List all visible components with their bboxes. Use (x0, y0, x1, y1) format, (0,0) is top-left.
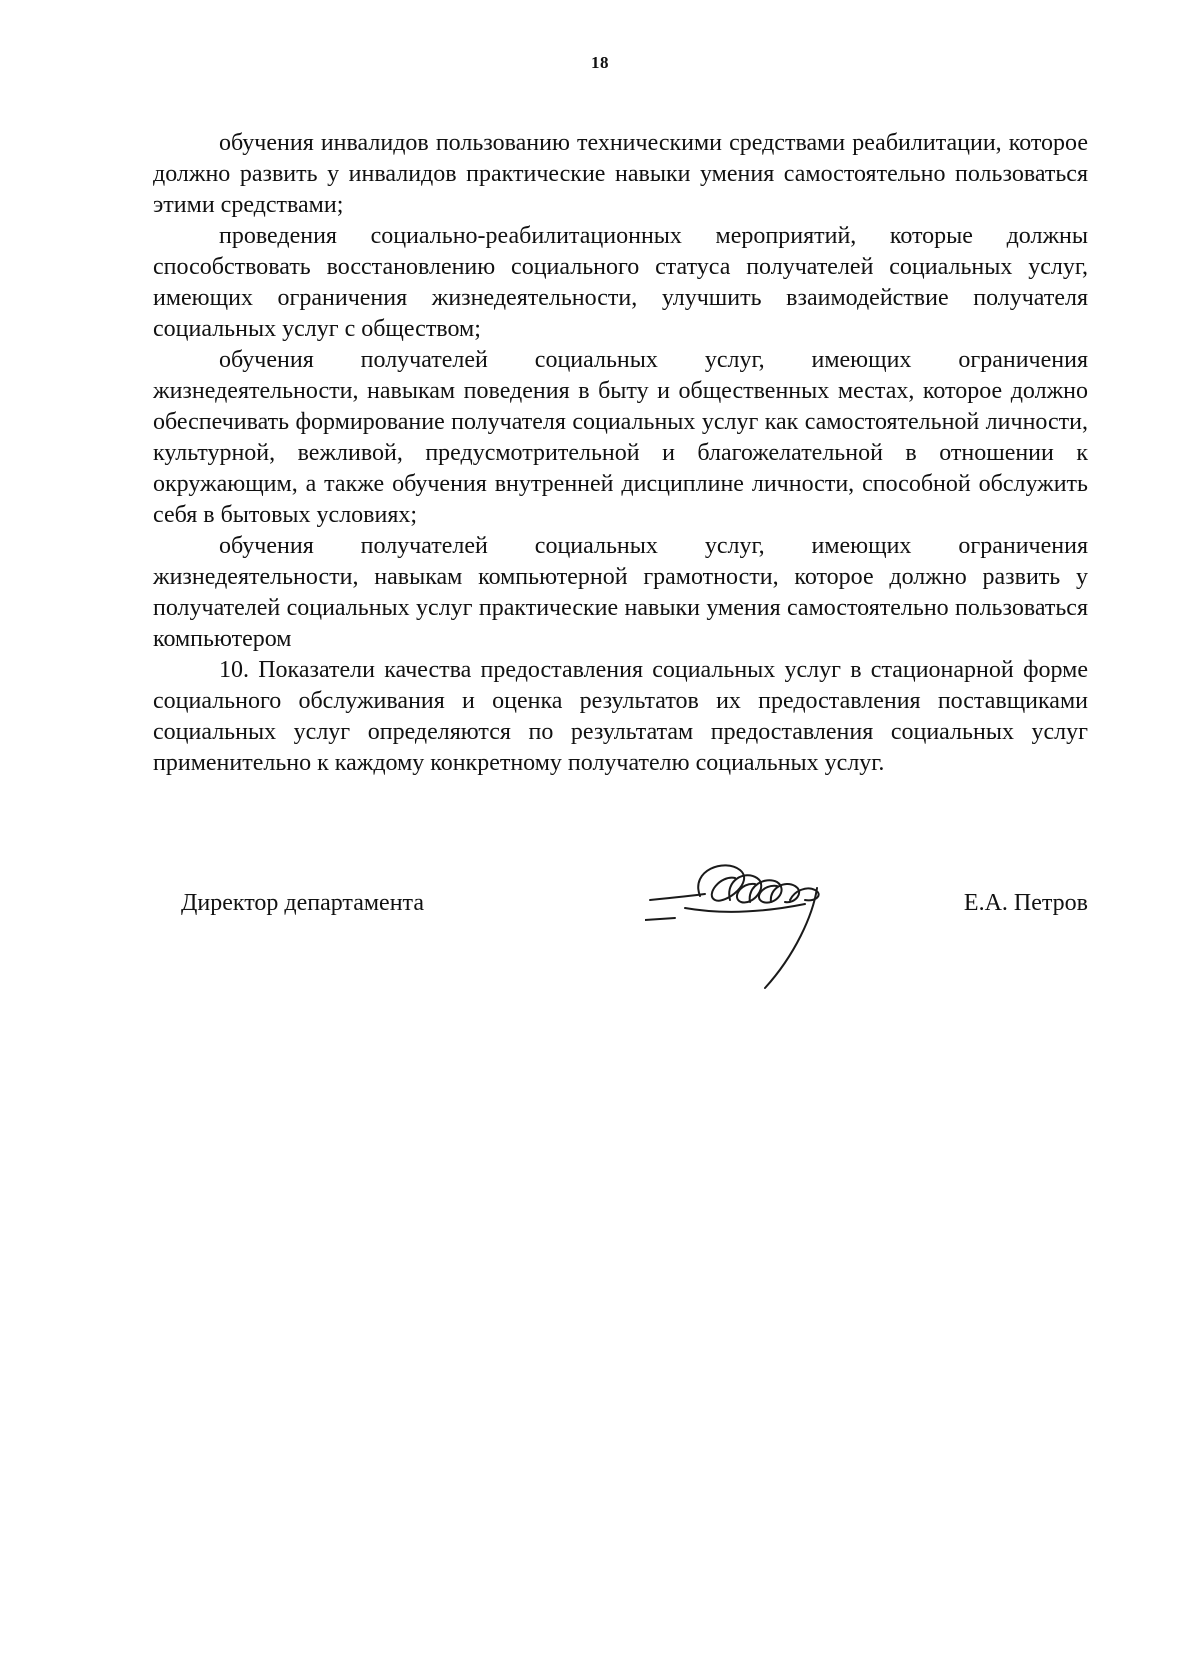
signatory-position: Директор департамента (181, 890, 424, 916)
paragraph-4: обучения получателей социальных услуг, имеющих ограничения жизнедеятельности, навыкам компьютерной грамотности, которое должно развить у получателей социальных услуг практические навыки умения самостоятельно пользоваться компьютером (153, 533, 1088, 652)
document-body (153, 128, 1088, 779)
paragraph-3: обучения получателей социальных услуг, имеющих ограничения жизнедеятельности, навыкам поведения в быту и общественных местах, которое должно обеспечивать формирование получателя социальных услуг как самостоятельной личности, культурной, вежливой, предусмотрительной и благожелательной в отношении к окружающим, а также обучения внутренней дисциплине личности, способной обслужить себя в бытовых условиях; (153, 347, 1088, 528)
signature-block (0, 860, 1200, 1010)
page-number: 18 (591, 53, 609, 72)
paragraph-2: проведения социально-реабилитационных мероприятий, которые должны способствовать восстановлению социального статуса получателей социальных услуг, имеющих ограничения жизнедеятельности, улучшить взаимодействие получателя социальных услуг с обществом; (153, 223, 1088, 342)
signatory-name: Е.А. Петров (963, 890, 1088, 916)
paragraph-5: 10. Показатели качества предоставления социальных услуг в стационарной форме социального обслуживания и оценка результатов их предоставления поставщиками социальных услуг определяются по результатам предоставления социальных услуг применительно к каждому конкретному получателю социальных услуг. (153, 657, 1088, 776)
handwritten-signature (645, 860, 875, 1000)
paragraph-1: обучения инвалидов пользованию техническими средствами реабилитации, которое должно развить у инвалидов практические навыки умения самостоятельно пользоваться этими средствами; (153, 130, 1088, 218)
